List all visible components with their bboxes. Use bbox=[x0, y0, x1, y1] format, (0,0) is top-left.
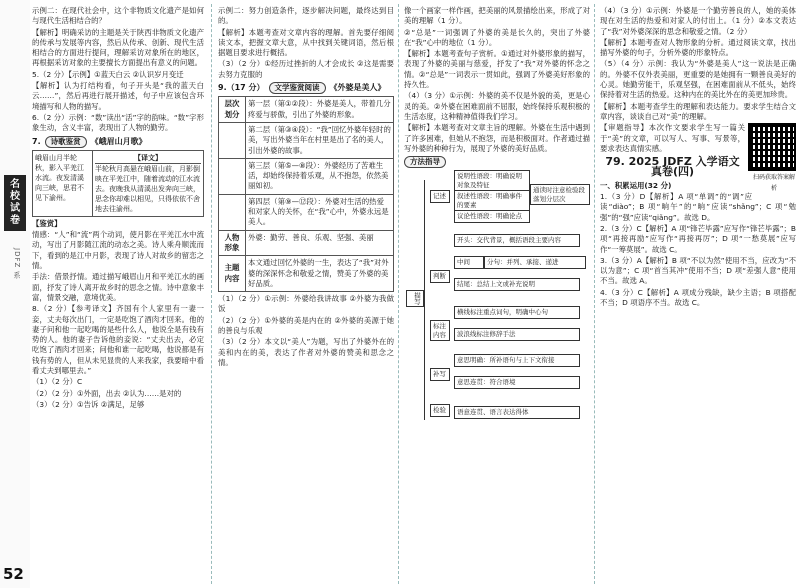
mind-node: 分句：并列、承接、递进 bbox=[484, 256, 586, 269]
paragraph: （5）（4 分）示例：我认为“外婆是美人”这一说法是正确的。外婆不仅外表美丽，更重要的是她拥有一颗善良美好的心灵。她勤劳能干，乐观坚强，在困难面前从不低头，始终保持着对生活的热爱。这种内在的美比外在的美更加珍贵。 bbox=[600, 59, 796, 100]
paragraph: 【解析】认为打结构看，句子开头是“我的蓝天白云……”，然后再进行展开描述，句子中应该包含环境描写和人物的描写。 bbox=[32, 81, 204, 111]
mind-map bbox=[404, 170, 590, 430]
paragraph: 示例二：努力创造条件，逐步解决问题，最终达到目的。 bbox=[218, 6, 394, 26]
section-source: 《峨眉山月歌》 bbox=[90, 136, 147, 146]
row-key: 人物形象 bbox=[219, 231, 246, 256]
answer-line: （3）（2 分）①告诉 ②满足，足够 bbox=[32, 399, 145, 409]
row-value: 第三层（第⑤—⑧段）：外婆经历了苦难生活，却始终保持着乐观，从不抱怨，依然美丽如初。 bbox=[248, 160, 389, 191]
sub-heading: 一、积累运用(32 分) bbox=[600, 180, 672, 190]
exam-title: 79. 2025 JDFZ 入学语文真卷(四) bbox=[605, 155, 740, 179]
poem-table bbox=[32, 150, 204, 217]
mind-node: 意思明确：所补语句与上下文衔接 bbox=[454, 354, 580, 367]
section-pill: 诗歌鉴赏 bbox=[45, 136, 87, 148]
column-3 bbox=[404, 6, 590, 584]
appreciation-heading: 【鉴赏】 bbox=[32, 218, 62, 228]
series-label bbox=[4, 175, 26, 231]
qr-code[interactable] bbox=[748, 123, 796, 171]
paragraph: 【解析】本题考查对文章主旨的理解。外婆在生活中遇到了许多困难，但她从不抱怨，而是积极面对。作者通过描写外婆的种种行为，展现了外婆的美好品质。 bbox=[404, 123, 590, 153]
series-char: 试 bbox=[10, 203, 20, 214]
paragraph: 【解析】本题考查学生的理解和表达能力。要求学生结合文章内容，谈谈自己对“美”的理解。 bbox=[600, 101, 796, 121]
paragraph: （4）（3 分）①示例：外婆的美不仅是外貌的美，更是心灵的美。②外婆在困难面前不屈服，始终保持乐观积极的生活态度，这种精神值得我们学习。 bbox=[404, 91, 590, 121]
row-key bbox=[219, 123, 246, 158]
row-value: 本文通过回忆外婆的一生，表达了“我”对外婆的深深怀念和敬爱之情，赞美了外婆的美好品质。 bbox=[248, 258, 389, 288]
paragraph: 6.（2 分）示例：“数”读出“活”字的韵味。“数”字形象生动，含义丰富，表现出了人物的勤劳。 bbox=[32, 112, 204, 133]
reading-table bbox=[218, 96, 394, 292]
answer-line: （2）（2 分）①外面，出去 ②认为……是对的 bbox=[32, 388, 182, 398]
row-value: 第一层（第①②段）：外婆是美人，带着几分疼爱与骄傲，引出了外婆的形象。 bbox=[248, 99, 391, 119]
paragraph: 【解析】本题考查对文章内容的理解。首先要仔细阅读文本，把握文章大意，从中找到关键词语，然后根据题目要求进行概括。 bbox=[218, 27, 394, 58]
method-header bbox=[404, 156, 590, 168]
mind-node: 结尾：总结上文或补充说明 bbox=[454, 278, 580, 291]
table-row bbox=[219, 255, 393, 291]
column-divider bbox=[398, 4, 399, 584]
mind-node: 叙述性语段：明确事件的要素 bbox=[454, 190, 530, 211]
row-value: 第二层（第③④段）：“我”回忆外婆年轻时的美，写出外婆当年在村里是出了名的美人，引出外婆的故事。 bbox=[248, 124, 391, 155]
answer-item: 3.（3 分）A【解析】B 项“不以为然”使用不当，应改为“不以为意”；C 项“首当其冲”使用不当；D 项“差强人意”使用不当。故选 A。 bbox=[600, 255, 796, 286]
mind-node: 议论性语段：明确论点 bbox=[454, 210, 530, 223]
row-key: 层次划分 bbox=[219, 97, 246, 122]
series-subtitle: JDFZ 系 bbox=[13, 248, 21, 280]
mind-node: 说明性语段：明确说明对象及特征 bbox=[454, 170, 530, 191]
section-header-9 bbox=[218, 82, 394, 94]
series-char: 名 bbox=[10, 179, 20, 190]
column-1 bbox=[32, 6, 204, 584]
column-divider bbox=[211, 4, 212, 584]
paragraph: （4）（3 分）①示例：外婆是一个勤劳善良的人，她的美体现在对生活的热爱和对家人的付出上。（1 分）②本文表达了“我”对外婆深深的思念和敬爱之情。（2 分） bbox=[600, 6, 796, 36]
section-header-7: 7. 诗歌鉴赏 《峨眉山月歌》 bbox=[32, 136, 204, 148]
column-2 bbox=[218, 6, 394, 584]
column-4 bbox=[600, 6, 796, 584]
row-value: 外婆：勤劳、善良、乐观、坚强、美丽 bbox=[248, 232, 374, 242]
table-row bbox=[219, 158, 393, 194]
table-row bbox=[219, 122, 393, 158]
table-row bbox=[219, 97, 393, 122]
answer-item: 4.（3 分）C【解析】A 项成分残缺，缺少主语；B 项搭配不当；D 项语序不当。故选 C。 bbox=[600, 287, 796, 308]
section-source: 《外婆是美人》 bbox=[329, 83, 386, 93]
series-char: 卷 bbox=[10, 215, 20, 226]
row-key bbox=[219, 195, 246, 230]
table-row bbox=[219, 230, 393, 256]
paragraph: 5.（2 分）【示例】①蓝天白云 ②认识岁月变迁 bbox=[32, 69, 184, 79]
paragraph: 像一个画家一样作画，把美丽的风景描绘出来，形成了对美的理解（1 分）。 bbox=[404, 6, 590, 26]
mind-note: 通读时注意检验段落划分层次 bbox=[530, 184, 590, 205]
paragraph: 手法：借景抒情。通过描写峨眉山月和平羌江水的画面，抒发了诗人离开故乡时的思念之情。诗中意象丰富，情景交融，意境优美。 bbox=[32, 272, 204, 302]
answer-line: （3）（2 分）本文以“美人”为题，写出了外婆外在的美和内在的美，表达了作者对外婆的赞美和思念之情。 bbox=[218, 337, 394, 367]
answer-line: （2）（2 分）①外婆的美是内在的 ②外婆的美源于她的善良与乐观 bbox=[218, 315, 394, 336]
answer-line: （1）（2 分）C bbox=[32, 377, 83, 387]
paragraph: 示例二：在现代社会中，这个非物质文化遗产是如何与现代生活相结合的？ bbox=[32, 6, 204, 26]
row-value: 第四层（第⑨—⑫段）：外婆对生活的热爱和对家人的关怀，在“我”心中，外婆永远是美人。 bbox=[248, 196, 389, 227]
paragraph: 【解析】明确采访的主题是关于陕西非物质文化遗产的传承与发展等内容，然后从传承、创新、现代生活相结合的方面进行提问，理解采访对象所在的地区，再根据采访对象的主要擅长方面提出有意义的问题。 bbox=[32, 27, 204, 68]
paragraph: 8.（2 分）【参考译文】齐国有个人家里有一妻一妾，丈夫每次出门，一定是吃饱了酒肉才回来。他的妻子问和他一起吃喝的是些什么人，他说全是有钱有势的人。他的妻子告诉他的妾说：“丈夫出去，必定吃饱了酒肉才回来；问他和谁一起吃喝，他说都是有钱有势的人，但从未见显贵的人来我家，我要暗中看看丈夫到哪里去。” bbox=[32, 304, 204, 376]
mind-node: 意思连贯：符合语境 bbox=[454, 376, 580, 389]
poem-text: 峨眉山月半轮秋，影入平羌江水流。夜发清溪向三峡，思君不见下渝州。 bbox=[33, 151, 93, 216]
row-key: 主题内容 bbox=[219, 256, 246, 291]
page-number: 52 bbox=[3, 565, 24, 583]
mind-node: 波浪线标注修辞手法 bbox=[454, 328, 580, 341]
mind-node: 横线标注重点词句，明确中心句 bbox=[454, 306, 580, 319]
mind-node: 语意连贯、语言表达得体 bbox=[454, 406, 580, 419]
section-pill: 方法指导 bbox=[404, 156, 446, 168]
section-pill: 文学鉴赏阅读 bbox=[269, 82, 326, 94]
mind-branch: 记述 bbox=[430, 190, 450, 203]
paragraph: （3）（2 分）①经历过挫折的人才会成长 ②这是需要去努力克服的 bbox=[218, 59, 394, 79]
paragraph: 【解析】本题考查句子赏析。①通过对外婆形象的描写，表现了外婆的美丽与慈爱，抒发了“我”对外婆的怀念之情。②“总是”一词表示一贯如此，强调了外婆美好形象的持久性。 bbox=[404, 49, 590, 90]
mind-branch: 补写 bbox=[430, 368, 450, 381]
mind-branch: 判断 bbox=[430, 270, 450, 283]
section-number: 9.（17 分） bbox=[218, 83, 265, 93]
mind-branch: 检验 bbox=[430, 404, 450, 417]
mind-root: 描写 bbox=[406, 290, 424, 307]
paragraph: ②“总是”一词强调了外婆的美是长久的，突出了外婆在“我”心中的地位（1 分）。 bbox=[404, 27, 590, 47]
answer-line: （1）（2 分）①示例：外婆给我讲故事 ②外婆为我做饭 bbox=[218, 294, 394, 314]
paragraph: 【审题指导】本次作文要求学生写一篇关于“美”的文章，可以写人、写事、写景等，要求表达真情实感。 bbox=[600, 123, 745, 153]
mind-node: 中间 bbox=[454, 256, 484, 269]
translation-heading: 【译文】 bbox=[95, 153, 201, 164]
qr-caption: 扫码获取答案解析 bbox=[752, 174, 795, 192]
poem-translation: 半轮秋月高悬在峨眉山前，月影倒映在平羌江中，随着流动的江水流去。夜晚我从清溪出发奔向三峡，思念你却难以相见，只得依依不舍地去往渝州。 bbox=[95, 164, 200, 213]
series-char: 校 bbox=[10, 191, 20, 202]
paragraph: 【解析】本题考查对人物形象的分析。通过阅读文章，找出描写外婆的句子，分析外婆的形象特点。 bbox=[600, 37, 796, 58]
answer-item: 1.（3 分）D【解析】A 项“单调”的“调”应读“diào”；B 项“晌午”的“晌”应读“shǎng”；C 项“勉强”的“强”应读“qiǎng”。故选 D。 bbox=[600, 192, 796, 222]
answer-item: 2.（3 分）C【解析】A 项“锋芒毕露”应写作“锋芒毕露”；B 项“再接再励”应写作“再接再厉”；D 项“一愁莫展”应写作“一筹莫展”。故选 C。 bbox=[600, 223, 796, 254]
sidebar bbox=[0, 0, 30, 588]
row-key bbox=[219, 159, 246, 194]
table-row bbox=[219, 194, 393, 230]
mind-node: 开头：交代背景，概括语段主要内容 bbox=[454, 234, 580, 247]
connector-line bbox=[424, 180, 425, 420]
paragraph: 情感：“人”和“流”两个动词，使月影在平羌江水中流动，写出了月影随江流的动态之美。诗人乘舟顺流而下，看到的是江中月影，表现了诗人对故乡的留恋之情。 bbox=[32, 230, 204, 271]
column-divider bbox=[594, 4, 595, 584]
mind-branch: 标注内容 bbox=[430, 320, 450, 341]
